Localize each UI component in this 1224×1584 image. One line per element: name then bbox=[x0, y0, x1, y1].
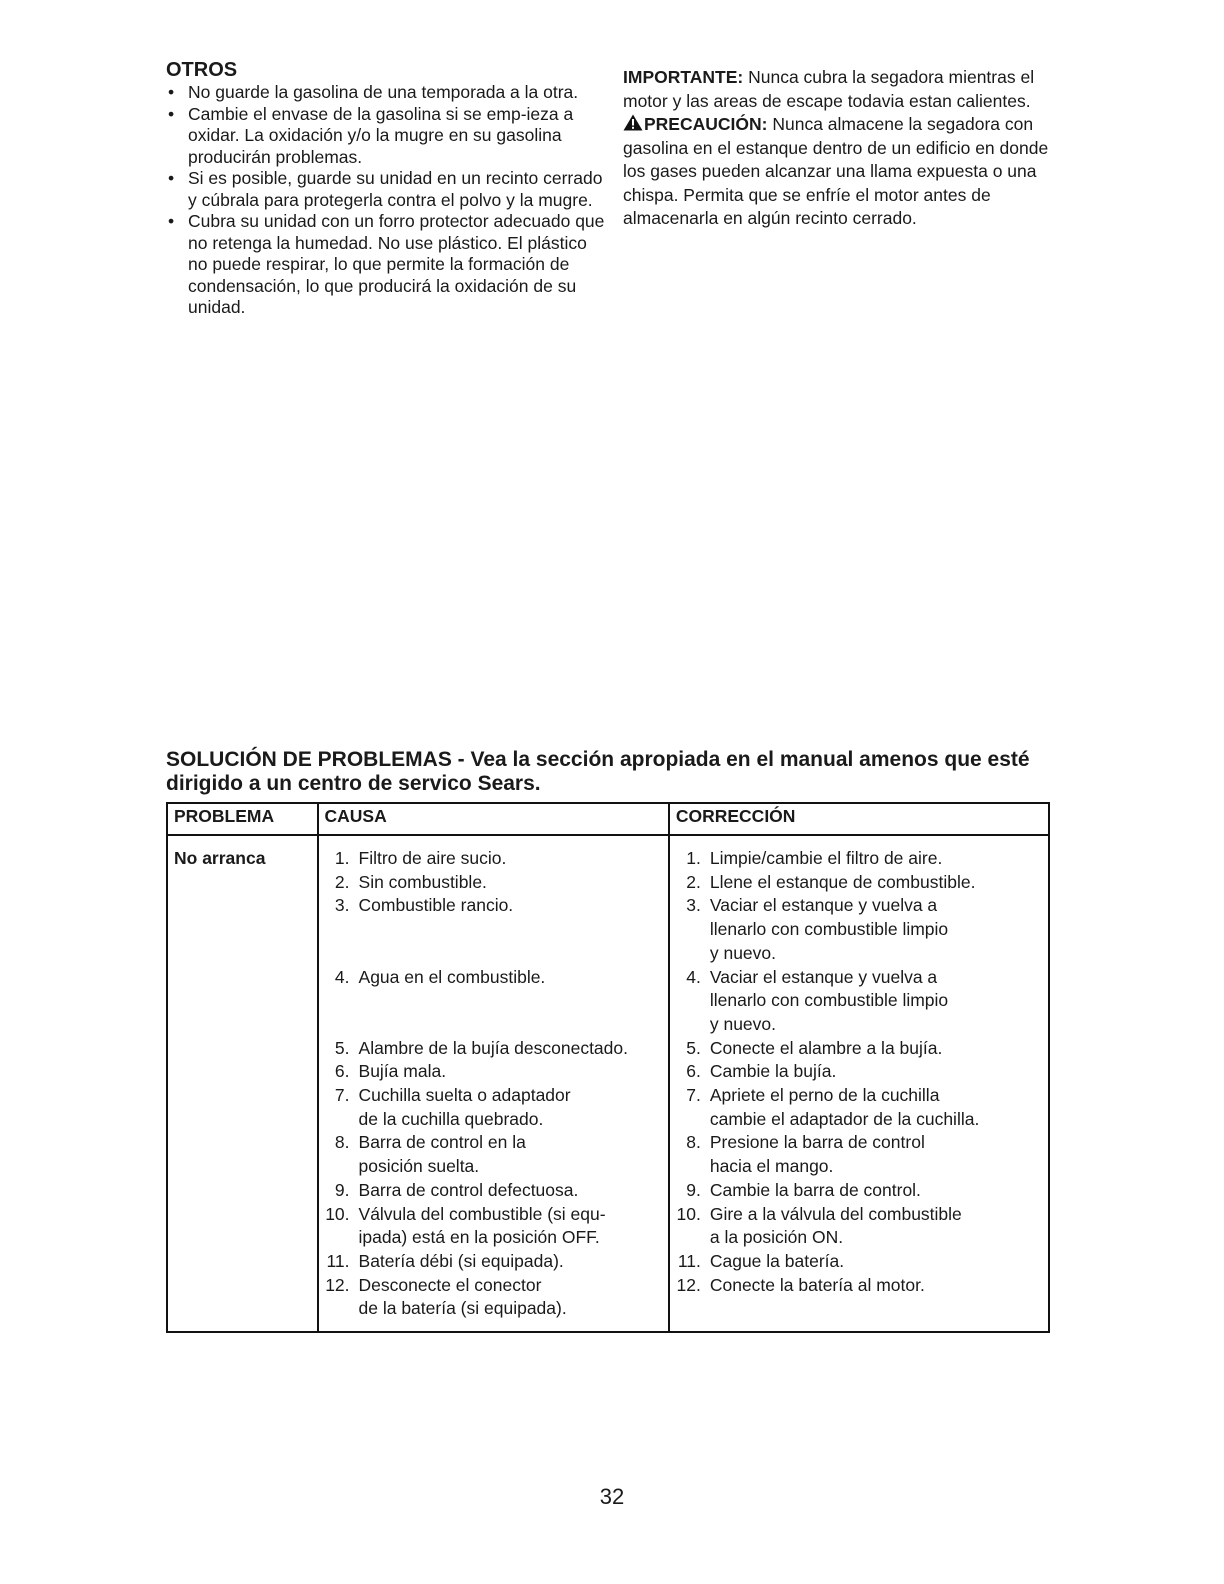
causes-list bbox=[325, 847, 662, 1321]
otros-bullet bbox=[166, 104, 606, 169]
correction-item bbox=[676, 847, 1042, 871]
cause-text: Sin combustible. bbox=[358, 871, 487, 892]
otros-bullet bbox=[166, 168, 606, 211]
cause-item bbox=[325, 847, 662, 871]
correction-number: 4. bbox=[686, 966, 701, 987]
correction-text: Conecte el alambre a la bujía. bbox=[709, 1037, 943, 1058]
cause-text: Barra de control en la posición suelta. bbox=[358, 1132, 526, 1177]
bullet-dot-icon: • bbox=[168, 168, 175, 188]
precaucion-text: Nunca almacene la segadora con gasolina en el estanque dentro de un edificio en donde los gases pueden alcanzar una llama expuesta o una chispa. Permita que se enfríe el motor antes de almacenarla en algún recinto cerrado. bbox=[623, 114, 1049, 228]
troubleshooting-table bbox=[166, 802, 1050, 1333]
correction-item bbox=[676, 1037, 1042, 1061]
table-row bbox=[167, 835, 1049, 1332]
otros-heading: OTROS bbox=[166, 59, 238, 81]
cause-text: Filtro de aire sucio. bbox=[358, 848, 507, 868]
correction-text: Vaciar el estanque y vuelva a llenarlo con combustible limpio y nuevo. bbox=[709, 895, 949, 963]
otros-bullet-text: No guarde la gasolina de una temporada a la otra. bbox=[188, 82, 579, 102]
cause-number: 10. bbox=[325, 1203, 350, 1224]
correction-text: Apriete el perno de la cuchilla cambie el adaptador de la cuchilla. bbox=[709, 1085, 980, 1129]
precaucion-label: PRECAUCIÓN: bbox=[644, 114, 768, 134]
correction-item bbox=[676, 871, 1042, 895]
otros-bullet-text: Cambie el envase de la gasolina si se emp-ieza a oxidar. La oxidación y/o la mugre en su gasolina producirán problemas. bbox=[188, 103, 574, 167]
correction-number: 5. bbox=[686, 1037, 701, 1058]
cause-item bbox=[325, 1037, 662, 1061]
correction-number: 3. bbox=[686, 895, 701, 916]
correction-item bbox=[676, 1274, 1042, 1298]
correction-text: Vaciar el estanque y vuelva a llenarlo con combustible limpio y nuevo. bbox=[709, 966, 949, 1034]
troubleshooting-heading: SOLUCIÓN DE PROBLEMAS - Vea la sección apropiada en el manual amenos que esté dirigido a un centro de servico Sears. bbox=[166, 748, 1030, 795]
correction-text: Cambie la bujía. bbox=[709, 1061, 837, 1082]
correction-item bbox=[676, 1084, 1042, 1131]
cause-text: Válvula del combustible (si equ- ipada) está en la posición OFF. bbox=[358, 1203, 606, 1248]
correction-text: Limpie/cambie el filtro de aire. bbox=[709, 848, 943, 868]
correction-number: 6. bbox=[686, 1061, 701, 1082]
correction-item bbox=[676, 894, 1042, 965]
cause-number: 11. bbox=[326, 1250, 350, 1271]
otros-bullet-list bbox=[166, 82, 606, 319]
correction-text: Cague la batería. bbox=[709, 1250, 845, 1271]
otros-bullet bbox=[166, 211, 606, 319]
cause-number: 12. bbox=[325, 1274, 350, 1295]
correction-number: 8. bbox=[686, 1132, 701, 1153]
causes-cell bbox=[318, 835, 669, 1332]
cause-item bbox=[325, 966, 662, 1037]
correction-number: 1. bbox=[686, 848, 701, 868]
otros-section bbox=[166, 58, 606, 319]
cause-item bbox=[325, 1131, 662, 1178]
corrections-list bbox=[676, 847, 1042, 1297]
importante-text: Nunca cubra la segadora mientras el motor y las areas de escape todavia estan calientes. bbox=[623, 67, 1035, 111]
bullet-dot-icon: • bbox=[168, 82, 175, 102]
cause-number: 8. bbox=[334, 1132, 350, 1153]
correction-text: Llene el estanque de combustible. bbox=[709, 871, 976, 892]
cause-item bbox=[325, 1274, 662, 1321]
cause-text: Bujía mala. bbox=[358, 1061, 447, 1082]
cause-item bbox=[325, 1084, 662, 1131]
correction-text: Presione la barra de control hacia el mango. bbox=[709, 1132, 925, 1177]
correction-number: 10. bbox=[676, 1203, 701, 1224]
cause-item bbox=[325, 894, 662, 965]
bullet-dot-icon: • bbox=[168, 103, 175, 124]
cause-item bbox=[325, 1060, 662, 1084]
cause-text: Cuchilla suelta o adaptador de la cuchilla quebrado. bbox=[358, 1085, 571, 1129]
correction-text: Conecte la batería al motor. bbox=[709, 1274, 925, 1295]
bullet-dot-icon: • bbox=[168, 211, 175, 231]
importante-note bbox=[623, 66, 1063, 113]
cause-text: Barra de control defectuosa. bbox=[358, 1179, 579, 1200]
correction-number: 9. bbox=[686, 1179, 701, 1200]
cause-item bbox=[325, 1250, 662, 1274]
table-header-row bbox=[167, 803, 1049, 835]
correction-number: 12. bbox=[676, 1274, 701, 1295]
correction-item bbox=[676, 1179, 1042, 1203]
storage-notes bbox=[623, 66, 1063, 231]
warning-triangle-icon bbox=[623, 114, 643, 131]
cause-number: 6. bbox=[334, 1061, 350, 1082]
otros-bullet-text: Si es posible, guarde su unidad en un recinto cerrado y cúbrala para protegerla contra el polvo y la mugre. bbox=[188, 168, 603, 210]
page-number: 32 bbox=[599, 1484, 625, 1509]
cause-item bbox=[325, 871, 662, 895]
correction-text: Cambie la barra de control. bbox=[709, 1179, 921, 1200]
correction-number: 7. bbox=[686, 1085, 701, 1106]
corrections-cell bbox=[669, 835, 1049, 1332]
otros-bullet-text: Cubra su unidad con un forro protector adecuado que no retenga la humedad. No use plástico. El plástico no puede respirar, lo que permite la formación de condensación, lo que producirá la oxidación de su unidad. bbox=[188, 211, 605, 317]
cause-number: 1. bbox=[334, 848, 350, 868]
correction-item bbox=[676, 1250, 1042, 1274]
cause-text: Desconecte el conector de la batería (si equipada). bbox=[358, 1274, 567, 1319]
cause-number: 2. bbox=[334, 871, 350, 892]
correction-item bbox=[676, 1060, 1042, 1084]
header-causa: CAUSA bbox=[318, 803, 669, 835]
cause-text: Combustible rancio. bbox=[358, 895, 514, 916]
header-correccion: CORRECCIÓN bbox=[669, 803, 1049, 835]
cause-number: 3. bbox=[334, 895, 350, 916]
cause-text: Alambre de la bujía desconectado. bbox=[358, 1037, 628, 1058]
correction-number: 2. bbox=[686, 871, 701, 892]
cause-number: 7. bbox=[334, 1085, 350, 1105]
cause-item bbox=[325, 1179, 662, 1203]
cause-text: Agua en el combustible. bbox=[358, 966, 546, 987]
header-problema: PROBLEMA bbox=[167, 803, 318, 835]
cause-number: 5. bbox=[334, 1037, 350, 1058]
cause-item bbox=[325, 1203, 662, 1250]
correction-item bbox=[676, 1203, 1042, 1250]
importante-label: IMPORTANTE: bbox=[623, 67, 744, 87]
otros-bullet bbox=[166, 82, 606, 104]
correction-item bbox=[676, 966, 1042, 1037]
precaucion-note bbox=[623, 113, 1063, 231]
correction-item bbox=[676, 1131, 1042, 1178]
cause-text: Batería débi (si equipada). bbox=[358, 1250, 564, 1271]
problem-cell: No arranca bbox=[167, 835, 318, 1332]
correction-number: 11. bbox=[677, 1250, 701, 1271]
correction-text: Gire a la válvula del combustible a la posición ON. bbox=[709, 1203, 962, 1248]
cause-number: 4. bbox=[334, 966, 350, 987]
cause-number: 9. bbox=[334, 1179, 350, 1200]
